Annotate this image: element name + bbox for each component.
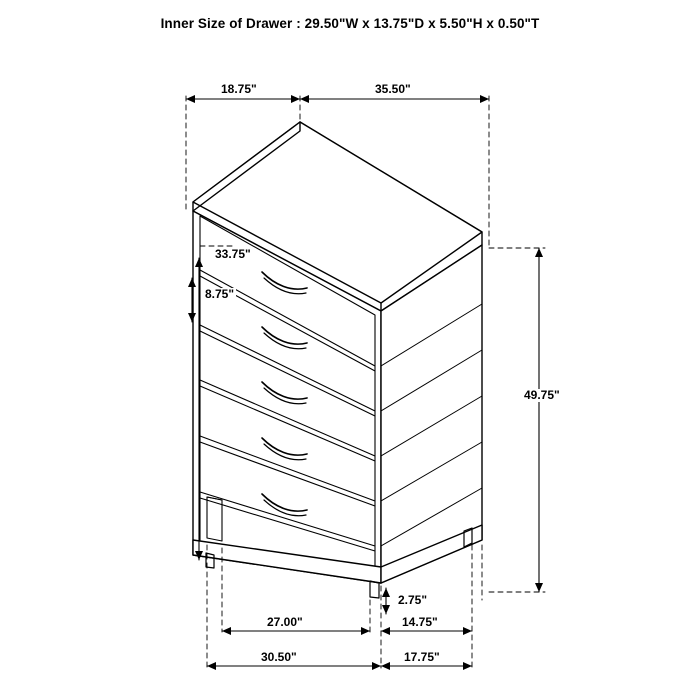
dimension-label-top-right-width: 35.50" (375, 82, 411, 96)
dimension-label-overall-height: 49.75" (524, 388, 560, 402)
dimension-label-side-inner-depth: 14.75" (402, 615, 438, 629)
page-title: Inner Size of Drawer : 29.50"W x 13.75"D x 5.50"H x 0.50"T (160, 16, 540, 31)
dimension-label-leg-height: 2.75" (398, 593, 428, 607)
dimension-label-top-left-depth: 18.75" (221, 82, 257, 96)
dimension-label-front-inner-width: 27.00" (267, 615, 303, 629)
dimension-label-drawer-face-height: 8.75" (205, 287, 235, 301)
dimension-label-side-outer-depth: 17.75" (404, 650, 440, 664)
dimension-label-inner-upper-height: 33.75" (215, 247, 251, 261)
dimension-label-front-outer-width: 30.50" (261, 650, 297, 664)
